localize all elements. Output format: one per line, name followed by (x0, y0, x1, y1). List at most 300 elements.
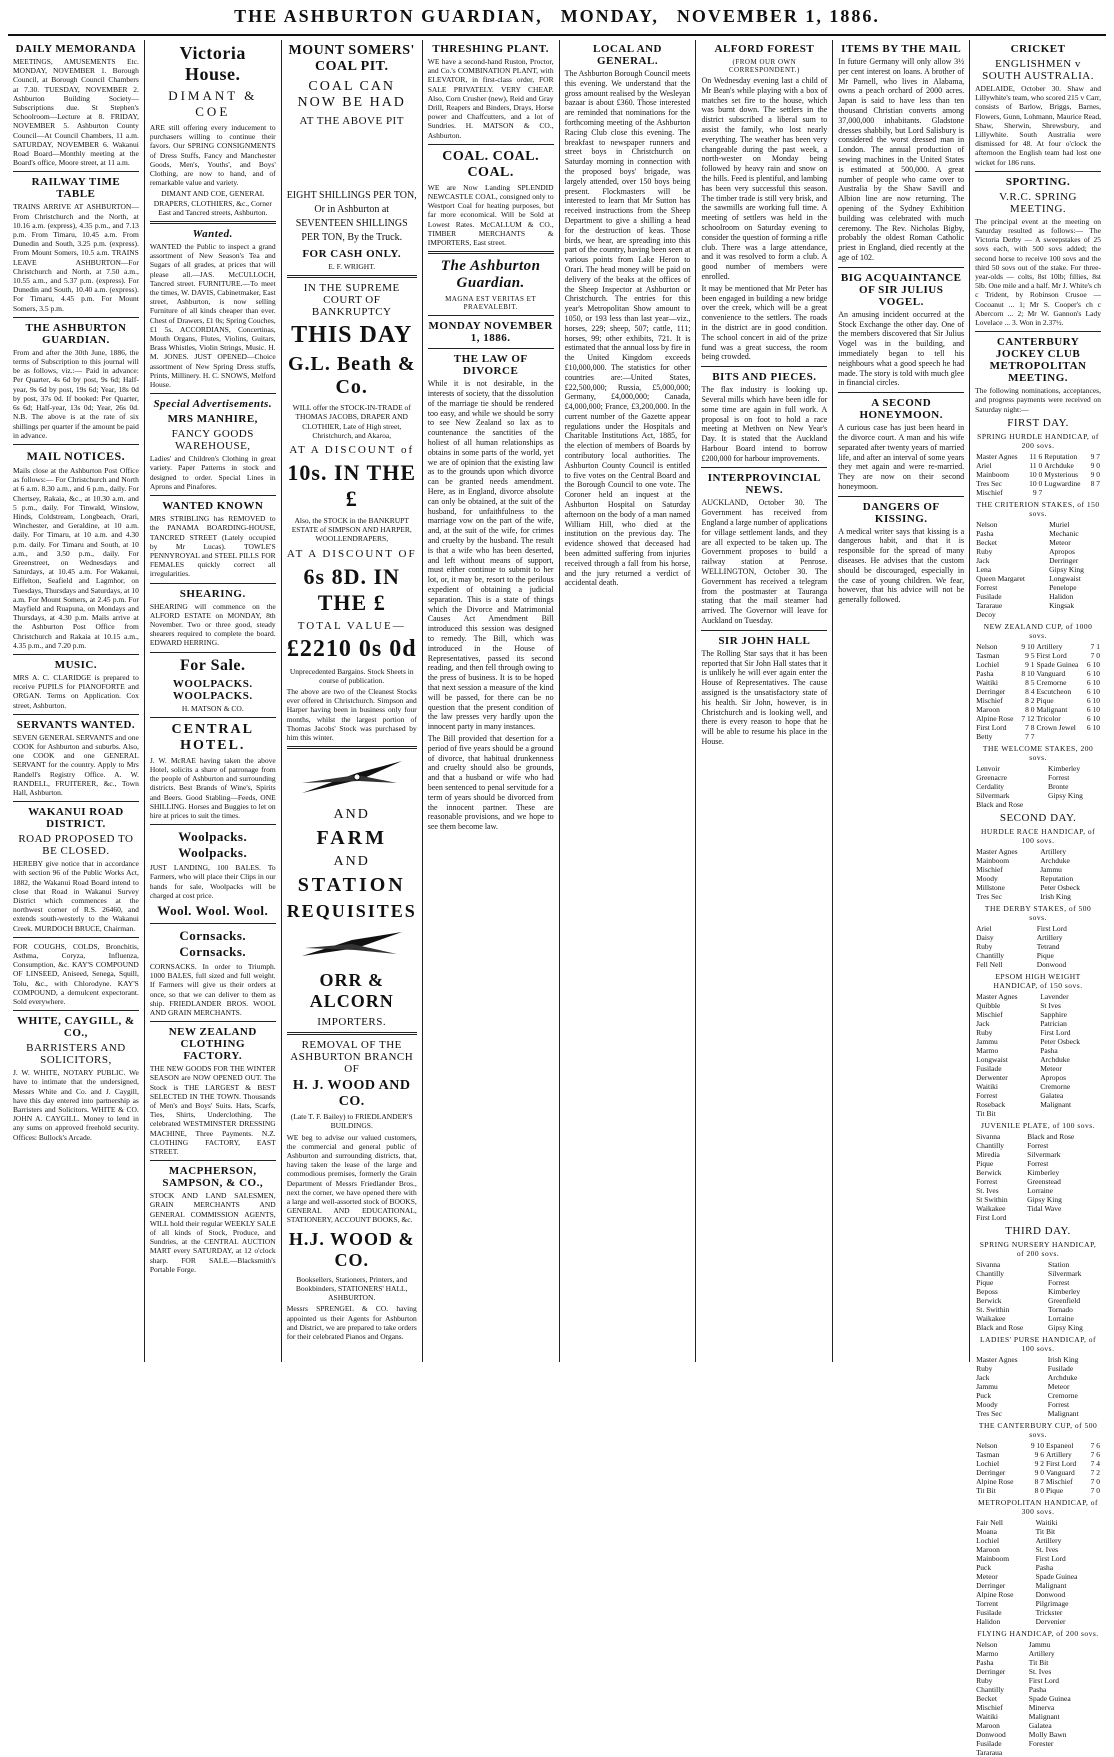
victoria-text: ARE still offering every inducement to purchasers willing to continue their favors. Our SPRING CONSIGNMENTS of Dress Stuffs, Fancy and Manchester Goods, Men's, Youths', and Boys' Clothing, are now to hand, and of remarkable value and variety. (149, 123, 276, 188)
horse-weight: 7 0 (1090, 1476, 1100, 1486)
race-entry-row (975, 1073, 1101, 1082)
column-6 (696, 40, 833, 1362)
race-entry-row (975, 1590, 1101, 1599)
horse-name: Kimberley (1048, 763, 1081, 773)
horse-name: Ruby (976, 941, 993, 951)
race-entry-row (975, 1001, 1101, 1010)
horse-name: Fusilade (976, 1738, 1002, 1748)
horse-name (1036, 732, 1085, 741)
nzcup-table (975, 642, 1101, 741)
requisites-label: REQUISITES (286, 901, 417, 922)
horse-name: Halidon (1049, 591, 1074, 601)
horse-name: First Lord (1035, 1553, 1066, 1563)
coal-heading: MOUNT SOMERS' COAL PIT. (288, 43, 415, 74)
lawyers-text: J. W. WHITE, NOTARY PUBLIC. We have to intimate that the undersigned, Messrs White and Co. and J. Caygill, have this day entered into partnership as Barristers and Solicitors. WHITE & CO. JOHN A. CAYGILL. Money to lend in any sums on approved freehold security. Offices: Bullock's Arcade. (13, 1068, 139, 1142)
column-8 (970, 40, 1106, 1757)
horse-name: Daisy (976, 932, 994, 942)
forsale-subheading: WOOLPACKS. WOOLPACKS. (172, 677, 253, 702)
horse-weight: 7 4 (1090, 1458, 1100, 1468)
race-entry-row (975, 1278, 1101, 1287)
horse-name: Greenstead (1027, 1176, 1061, 1186)
day3-heading: THIRD DAY. (1005, 1224, 1071, 1237)
race-entry-row (975, 678, 1101, 687)
known-text: MRS STRIBLING has REMOVED to the PANAMA BOARDING-HOUSE, TANCRED STREET (Lately occupied by Mr Lucas). TOWLE'S PENNYROYAL and STEEL PILLS FOR FEMALES quickly correct all irregularities. (149, 514, 276, 579)
horse-name: Malignant (1047, 1408, 1079, 1418)
race-entry-row (975, 1518, 1101, 1527)
horse-name: Chantilly (976, 1140, 1005, 1150)
horse-name: Lenvoir (976, 763, 1000, 773)
horse-name: Tetrand (1036, 941, 1060, 951)
race-entry-row (975, 1010, 1101, 1019)
horse-name: Fusilade (976, 591, 1002, 601)
alford-subheading: (FROM OUR OWN CORRESPONDENT.) (728, 58, 800, 74)
horse-name: Derwenter (976, 1072, 1008, 1082)
lawyers-subheading: BARRISTERS AND SOLICITORS, (26, 1042, 126, 1067)
horse-name: Chantilly (976, 1268, 1005, 1278)
horse-name: Malignant (1028, 1711, 1060, 1721)
race-entry-row (975, 1617, 1101, 1626)
horse-name: Mischief (976, 864, 1003, 874)
cricket-heading: CRICKET (1010, 43, 1066, 55)
horse-weight: 9 7 (1032, 487, 1043, 497)
race-entry-row (975, 1599, 1101, 1608)
horse-name (1048, 610, 1101, 619)
horse-name: Ruby (976, 1363, 993, 1373)
horse-name: Ruby (976, 546, 993, 556)
horse-name: Patrician (1040, 1018, 1067, 1028)
horse-name: Gipsy King (1027, 1194, 1062, 1204)
horse-name: Pique (1036, 695, 1054, 705)
coughs-text: FOR COUGHS, COLDS, Bronchitis, Asthma, Coryza, Influenza, Consumption, &c. KAY'S COMPOUND OF LINSEED, Aniseed, Senega, Squill, Tolu, &c., with Chlorodyne. KAY'S COMPOUND, a demulcent expectorant. Sold everywhere. (13, 941, 139, 1007)
race-entry-row (975, 488, 1101, 497)
shears-icon (297, 753, 407, 803)
horse-name: Jammu (976, 1381, 998, 1391)
forsale-signature: H. MATSON & CO. (181, 703, 244, 713)
hwood2-text: Messrs SPRENGEL & CO. having appointed us their Agents for Ashburton and District, we are prepared to take orders for their celebrated Pianos and Organs. (286, 1304, 417, 1341)
horse-name: Bronte (1048, 781, 1069, 791)
horse-weight: 9 1 (1025, 659, 1035, 669)
horse-name: Tasman (976, 1449, 1000, 1459)
horse-name: Tit Bit (976, 1108, 996, 1118)
race-entry-row (975, 1314, 1101, 1323)
horse-name: Decoy (976, 609, 996, 619)
horse-name: Puck (976, 1390, 992, 1400)
vogel-heading: BIG ACQUAINTANCE OF SIR JULIUS VOGEL. (840, 271, 962, 308)
guardian-terms-text: From and after the 30th June, 1886, the terms of Subscription to this journal will be as follows, viz.:— Paid in advance: Per Quarter, 4s 6d by post, 9s 6d; Half-year, 9s 6d by post, 19s 6d; Year, 18s 0d by post, 37s 0d. If booked: Per Quarter, 6s 6d; Half-year, 13s 0d; Year, 26s 0d. N.B. The above is at the rate of six shillings per quarter if the amount be paid in advance. (13, 347, 139, 440)
memo-heading: DAILY MEMORANDA (15, 43, 137, 55)
race-entry-row (975, 529, 1101, 538)
race-entry-row (975, 1441, 1101, 1450)
horse-weight: 7 12 (1021, 713, 1035, 723)
victoria-heading: Victoria House. (179, 43, 246, 84)
horse-name: Galatea (1040, 1090, 1064, 1100)
horse-name: Forrest (976, 1176, 998, 1186)
horse-name: Jack (976, 555, 990, 565)
horse-name: Lochiel (976, 1458, 1000, 1468)
cricket-text: ADELAIDE, October 30. Shaw and Lillywhite's team, who scored 215 v Carr, consists of Barlow, Briggs, Barnes, Flowers, Gunn, Lohmann, Maurice Read, Shaw, Sherwin, Shrewsbury, and Lillywhite. South Australia were dismissed for 48. At four o'clock the afternoon the English team had lost one wicket for 186 runs. (975, 84, 1101, 167)
wanted-text: WANTED the Public to inspect a grand assortment of New Season's Tea and Sugars of all grades, at prices that will please all.—JAS. McCULLOCH, Tancred street. FURNITURE.—To meet the times, W. DAVIS, Cabinetmaker, East street, Ashburton, is now selling Furniture of all kinds cheaper than ever. Chest of Drawers, £1 0s; Spring Couches, £1 5s. ACCORDIANS, Concertinas, Mouth Organs, Flutes, Violins, Guitars, Brass Whistles, Violin Strings, Music. H. M. JONES. JUST OPENED—Choice assortment of New Spring Dress stuffs, Prints, Millinery. H. C. SNOWS, Melford House. (149, 242, 276, 390)
race-entry-row (975, 1091, 1101, 1100)
cornsacks-text: CORNSACKS. In order to Triumph. 1000 BALES, full sized and full weight. If Farmers will give us their orders at once, so that we can deliver to them as ship. FRIEDLANDER BROS. WOOL AND GRAIN MERCHANTS. (149, 961, 276, 1017)
horse-name: First Lord (1036, 923, 1067, 933)
canterbury-table (975, 1441, 1101, 1495)
horse-name: Pique (976, 1277, 994, 1287)
horse-name: Mischief (1045, 1476, 1073, 1486)
horse-name: Nelson (976, 641, 998, 651)
threshing-heading: THRESHING PLANT. (432, 43, 549, 55)
horse-name: Forrest (1048, 1277, 1070, 1287)
horse-name: St Swithin (976, 1194, 1008, 1204)
horse-name: Lena (976, 564, 992, 574)
coal-price: EIGHT SHILLINGS PER TON, Or in Ashburton at SEVENTEEN SHILLINGS PER TON, By the Truck. (286, 190, 417, 243)
horse-weight: 9 10 (1030, 1440, 1044, 1450)
welcome-table (975, 764, 1101, 809)
leader-text: While it is not desirable, in the interests of society, that the dissolution of the marriage tie should be rendered too easy, and while we should be sorry to see New Zealand so lax as to countenance the sanctities of the holiest of all human relationships as obtains in some parts of the world, yet we are of opinion that the existing law as to the grounds upon which divorce can be granted needs amendment. Here, as in England, divorce absolute can only be obtained, at the suit of the husband, for unfaithfulness to the marriage vow on the part of the wife, and, at the suit of the wife, for crimes and cruelty by the husband. The result is that a wife who has been deserted, and left without means of support, must either continue to submit to her lot, or, it may be, resort to the perilous expedient of obtaining a judicial separation. This is a state of things which the Divorce and Matrimonial Causes Act Amendment Bill introduced this session was designed to remedy. The Bill, which was introduced in the House of Representatives, passed its second reading, and then fell through owing to the press of business. It is to be hoped that next session a measure of the kind will be passed, for there can be no question that the present condition of the law presses very hardly upon the innocent party in many instances. (427, 379, 554, 732)
horse-weight: 7 7 (1025, 731, 1035, 741)
spring-hurdle-table (975, 452, 1101, 497)
paper-motto: MAGNA EST VERITAS ET PRAEVALEBIT. (445, 295, 537, 312)
horse-name: Derringer (976, 686, 1006, 696)
canterbury-heading: THE CANTERBURY CUP, of 500 sovs. (978, 1420, 1098, 1439)
horse-name: Forrest (1027, 1158, 1049, 1168)
horse-weight: 8 7 (1034, 1476, 1044, 1486)
central-heading: CENTRAL HOTEL. (171, 721, 254, 753)
race-entry-row (975, 1667, 1101, 1676)
horse-name: Penelope (1049, 582, 1077, 592)
vrc-text: The principal event at the meeting on Saturday resulted as follows:— The Victoria Derby — A sweepstakes of 25 sovs each, with 500 sovs added; the second horse to receive 100 sovs and the third 50 sovs out of the stake. For three-year-olds — colts, 8st 10lb; fillies, 8st 5lb. One mile and a half. Mr J. White's ch c Trident, by Robinson Crusoe — Cocoanut ... 1; Mr S. Cooper's ch c Abercorn ... 2; Mr W. Gannon's Lady Lovelace ... 3. Won in 2.37½. (975, 216, 1101, 328)
race-entry-row (975, 1186, 1101, 1195)
horse-name: Cerdality (976, 781, 1005, 791)
known-heading: WANTED KNOWN (162, 500, 264, 513)
race-entry-row (975, 1536, 1101, 1545)
race-entry-row (975, 1055, 1101, 1064)
guardian-terms-heading: THE ASHBURTON GUARDIAN. (25, 321, 127, 346)
horse-name: Mischief (976, 695, 1003, 705)
horse-name: Waitiki (976, 1081, 999, 1091)
issue-date: NOVEMBER 1, 1886. (676, 6, 880, 26)
horse-name: Donwood (1036, 959, 1067, 969)
horse-name: Tricolor (1036, 713, 1061, 723)
coal-subheading-2: AT THE ABOVE PIT (299, 115, 404, 127)
horse-name: Tres Sec (976, 478, 1002, 488)
cricket-subheading: ENGLISHMEN v SOUTH AUSTRALIA. (982, 58, 1094, 82)
horse-name: Reputation (1040, 873, 1074, 883)
horse-name: Waikakee (976, 1313, 1006, 1323)
horse-name: Tit Bit (1035, 1526, 1056, 1536)
horse-name: Greenfield (1048, 1295, 1081, 1305)
horse-weight: 6 10 (1086, 668, 1100, 678)
weekday: MONDAY, (560, 6, 659, 26)
horse-name: First Lord (976, 1212, 1007, 1222)
race-entry-row (975, 547, 1101, 556)
ladies-table (975, 1355, 1101, 1418)
race-entry-row (975, 1712, 1101, 1721)
race-entry-row (975, 1409, 1101, 1418)
coal-signature: E. F. WRIGHT. (328, 262, 376, 271)
race-entry-row (975, 574, 1101, 583)
race-entry-row (975, 1477, 1101, 1486)
horse-name: Archduke (1047, 1372, 1078, 1382)
horse-name: Pasha (976, 1657, 994, 1667)
race-entry-row (975, 1141, 1101, 1150)
victoria-subheading: DIMANT & COE (168, 88, 258, 119)
horse-name: Irish King (1040, 891, 1071, 901)
race-entry-row (975, 1450, 1101, 1459)
importers-label: IMPORTERS. (317, 1016, 387, 1029)
horse-name: St. Swithin (976, 1304, 1010, 1314)
horse-name: Chantilly (976, 950, 1005, 960)
race-entry-row (975, 1748, 1101, 1757)
horse-name: Alpine Rose (976, 1589, 1014, 1599)
horse-weight: 6 10 (1086, 713, 1100, 723)
sporting-heading: SPORTING. (1005, 175, 1071, 188)
horse-name: Mechanic (1049, 528, 1079, 538)
race-entry-row (975, 610, 1101, 619)
local-text: The Ashburton Borough Council meets this evening. We understand that the gross amount realised by the Wesleyan bazaar is about £360. Those interested are reminded that nominations for the forthcoming meeting of the Ashburton Racing Club close this evening. The breakfast to newspaper runners and street boys in Christchurch on Saturday morning in connection with the proposed boys' brigade, was largely attended, over 150 boys being present. Flockmasters will be interested to learn that Mr Sutton has received instructions from the Sheep Department to give a shilling a head for the destruction of keas. Those birds, we hear, are spreading into this part of the country, having been seen at various points from Lake Heron to Orari. The head money will be paid on delivery of the beaks at the offices of the Sheep Inspector at Ashburton or Christchurch. The entries for this year's Metropolitan Show amount to 1050, or 193 less than last year—viz., horses, 229; sheep, 507; cattle, 111; horses, 99; other exhibits, 721. It is estimated that the annual loss by fire in the United Kingdom exceeds £10,000,000. The statistics for other countries are:—United States, £22,500,000; Russia, £5,000,000; Germany, £4,000,000; Canada, £4,000,000; France, £3,200,000. In the current number of the Gazette appear regulations under the Hospitals and Charitable Institutions Act, 1885, for the election of members of Boards by contributory local authorities. The Ashburton County Council is entitled to five votes on the Central Board and the Borough Council to one vote. The Coroner held an inquest at the Ashburton Hospital on Saturday afternoon on the body of a man named William Hill, who died at the institution on the previous day. The evidence showed that deceased had been admitted suffering from injuries received through a fall from his horse, and the jury returned a verdict of accidental death. (564, 69, 691, 588)
horse-name (1026, 1213, 1101, 1222)
race-entry-row (975, 1649, 1101, 1658)
horse-name: Queen Margaret (976, 573, 1025, 583)
memo-text: MEETINGS, AMUSEMENTS Etc. MONDAY, NOVEMBER 1. Borough Council, at Borough Council Chambers at 7.30. TUESDAY, NOVEMBER 2. Ashburton Building Society—Subscriptions due. St Stephen's Schoolroom—Lecture at 8. FRIDAY, NOVEMBER 5. Ashburton County Council—At Council Chambers, 11 a.m. SATURDAY, NOVEMBER 6. Wakanui Road Board—Monthly meeting at the Board's office, Moore street, at 11 a.m. (13, 57, 139, 168)
horse-name: Spade Guinea (1028, 1693, 1071, 1703)
derby-heading: THE DERBY STAKES, of 500 sovs. (984, 903, 1092, 922)
race-entry-row (975, 1305, 1101, 1314)
horse-name: Malignant (1040, 1099, 1072, 1109)
horse-weight: 7 8 (1025, 722, 1035, 732)
horse-name: Miredia (976, 1149, 1000, 1159)
column-7 (833, 40, 970, 1362)
horse-weight: 9 10 (1021, 641, 1035, 651)
horse-name: Artillery (1040, 846, 1067, 856)
horse-name: Meteor (1047, 1381, 1070, 1391)
horse-name: Derringer (976, 1666, 1006, 1676)
race-entry-row (975, 951, 1101, 960)
race-entry-row (975, 1046, 1101, 1055)
race-entry-row (975, 1527, 1101, 1536)
horse-name: Pasha (976, 668, 994, 678)
hwood2-heading: H.J. WOOD & CO. (288, 1228, 415, 1270)
horse-name: Waikakee (976, 1203, 1006, 1213)
horse-name: Ariel (976, 460, 992, 470)
horse-name: St. Ives (1035, 1544, 1059, 1554)
horse-name: Mainboom (976, 855, 1010, 865)
nzcf-text: THE NEW GOODS FOR THE WINTER SEASON are NOW OPENED OUT. The Stock is THE LARGEST & BEST SELECTED IN THE TOWN. Thousands of Men's and Boys' Suits. Hats, Scarfs, Ties, Shirts, Underclothing. The celebrated WESTMINSTER DRESSING MACHINE, Three Payments. N.Z. CLOTHING FACTORY, EAST STREET. (149, 1064, 276, 1157)
hurdle2-heading: HURDLE RACE HANDICAP, of 100 sovs. (981, 826, 1096, 845)
horse-name: Sivanna (976, 1131, 1001, 1141)
removal-heading: REMOVAL OF THE ASHBURTON BRANCH OF (290, 1039, 414, 1076)
horse-name: Nelson (976, 519, 998, 529)
horse-name: Station (1048, 1259, 1070, 1269)
horse-name: Vanguard (1045, 1467, 1075, 1477)
servants-text: SEVEN GENERAL SERVANTS and one COOK for Ashburton and suburbs. Also, one COOK and one GENERAL SERVANT for the country. Apply to Mrs Randell's Registry Office. A. W. RANDELL, FRUITERER, &c., Town Hall, Ashburton. (13, 732, 139, 797)
horse-name: Maroon (976, 704, 1000, 714)
horse-name: Jammu (976, 1036, 998, 1046)
metro-table (975, 1518, 1101, 1626)
race-entry-row (975, 942, 1101, 951)
horse-name: Halidon (976, 1616, 1001, 1626)
special-heading: Special Advertisements. (153, 398, 273, 411)
leader-text-2: The Bill provided that desertion for a period of five years should be a ground of divorce, that habitual drunkenness and cruelty should also be grounds, and that a husband or wife who had been sentenced to penal servitude for a term of years should be divorced from the innocent partner. These are reasonable provisions, and we hope to see them become law. (427, 733, 554, 832)
race-entry-row (975, 1703, 1101, 1712)
horse-name: Pique (1036, 950, 1054, 960)
horse-weight: 6 10 (1086, 722, 1100, 732)
vrc-heading: V.R.C. SPRING MEETING. (999, 190, 1077, 215)
total-value: £2210 0s 0d (286, 635, 417, 662)
horse-name: Apropos (1040, 1072, 1067, 1082)
farm-label: FARM (316, 827, 387, 850)
horse-name: Spade Guinea (1035, 1571, 1078, 1581)
race-entry-row (975, 1269, 1101, 1278)
horse-name: Millstone (976, 882, 1005, 892)
race-entry-row (975, 1658, 1101, 1667)
horse-name: Longwaist (976, 1054, 1008, 1064)
horse-name: Artillery (1035, 1535, 1062, 1545)
horse-name: Mainboom (976, 1553, 1010, 1563)
horse-name: Puck (976, 1562, 992, 1572)
railway-text: TRAINS ARRIVE AT ASHBURTON—From Christchurch and the North, at 10.16 a.m. (express), 4.35 p.m., and 7.13 p.m. From Timaru, 10.45 a.m. From Dunedin and South, 3.25 p.m. (express). From Mount Somers, 10.5 a.m. TRAINS LEAVE ASHBURTON—For Christchurch and North, at 7.50 a.m., 10.55 a.m., and 5.37 p.m. (express). For Dunedin and South, 10.40 a.m. (express). For Timaru, 4.45 p.m. For Mount Somers, 3.5 p.m. (13, 202, 139, 313)
race-entry-row (975, 660, 1101, 669)
race-entry-row (975, 1100, 1101, 1109)
flying-heading: FLYING HANDICAP, of 200 sovs. (977, 1628, 1099, 1638)
horse-weight: 11 0 (1029, 460, 1043, 470)
horse-name: Reputation (1044, 451, 1078, 461)
race-entry-row (975, 1168, 1101, 1177)
horse-name: Gipsy King (1048, 1322, 1083, 1332)
race-entry-row (975, 1323, 1101, 1332)
horse-name: Torrent (976, 1598, 999, 1608)
horse-name: Waitiki (976, 1711, 999, 1721)
horse-weight (1084, 732, 1101, 741)
race-entry-row (975, 1082, 1101, 1091)
horse-name: Greenacre (976, 772, 1007, 782)
horse-name: St. Ives (976, 1185, 999, 1195)
horse-name: Lochiel (976, 659, 1000, 669)
alford-heading: ALFORD FOREST (714, 43, 815, 55)
race-entry-row (975, 687, 1101, 696)
horse-name: Marmo (976, 1648, 999, 1658)
horse-name: Derringer (976, 1580, 1006, 1590)
race-entry-row (975, 1382, 1101, 1391)
horse-name: Tararaua (976, 1747, 1003, 1757)
horse-name: Peter Osbeck (1040, 1036, 1081, 1046)
horse-name: Quibble (976, 1000, 1001, 1010)
horse-weight: 9 5 (1025, 650, 1035, 660)
horse-name: Moody (976, 1399, 998, 1409)
race-entry-row (975, 865, 1101, 874)
horse-name: Tidal Wave (1027, 1203, 1062, 1213)
horse-name: Lochiel (976, 1535, 1000, 1545)
horse-name: Master Agnes (976, 451, 1018, 461)
race-entry-row (975, 1037, 1101, 1046)
race-entry-row (975, 565, 1101, 574)
horse-name: Escutcheon (1036, 686, 1072, 696)
coal-subheading: COAL CAN NOW BE HAD (297, 79, 406, 110)
will-offer-text: WILL offer the STOCK-IN-TRADE of THOMAS JACOBS, DRAPER AND CLOTHIER, Late of High street, Christchurch, and Akaroa, (292, 403, 411, 440)
horse-name: Master Agnes (976, 846, 1018, 856)
race-entry-row (975, 642, 1101, 651)
discount-label: AT A DISCOUNT of (289, 444, 415, 457)
race-entry-row (975, 669, 1101, 678)
race-entry-row (975, 651, 1101, 660)
race-entry-row (975, 1640, 1101, 1649)
wakanui-subheading: ROAD PROPOSED TO BE CLOSED. (18, 833, 134, 858)
nzcf-heading: NEW ZEALAND CLOTHING FACTORY. (168, 1026, 257, 1063)
horse-name: Fusilade (1047, 1363, 1074, 1373)
hwood2-subheading: Booksellers, Stationers, Printers, and Bookbinders, STATIONERS' HALL, ASHBURTON. (295, 1274, 408, 1303)
horse-name: Lavender (1040, 991, 1069, 1001)
horse-name: Moana (976, 1526, 997, 1536)
horse-name: Tasman (976, 650, 1000, 660)
horse-name: Crown Jewel (1036, 722, 1076, 732)
horse-name: Tararaue (976, 600, 1003, 610)
hwood-subheading: (Late T. F. Bailey) to FRIEDLANDER'S BUILDINGS. (290, 1112, 413, 1131)
horse-weight: 7 6 (1090, 1449, 1100, 1459)
horse-name: Mysterious (1044, 469, 1078, 479)
horse-name: Muriel (1049, 519, 1070, 529)
horse-name: Silvermark (976, 790, 1010, 800)
hwood-text: WE beg to advise our valued customers, the commercial and general public of Ashburton and surrounding districts, that, having taken the lease of the large and commodious premises, formerly the Grain Department of Messrs Friedlander Bros., next the corner, we have opened there with a large and well-assorted stock of BOOKS, GENERAL AND EDUCATIONAL, STATIONERY, ACCOUNT BOOKS, &c. (286, 1132, 417, 1225)
horse-name: Forrest (976, 1090, 998, 1100)
horse-name: Donwood (976, 1729, 1006, 1739)
horse-name: Pique (976, 1158, 994, 1168)
this-day-heading: THIS DAY (291, 322, 413, 349)
horse-name: Maroon (976, 1720, 1000, 1730)
spring-hurdle-heading: SPRING HURDLE HANDICAP, of 200 sovs. (977, 431, 1099, 450)
mail-text: Mails close at the Ashburton Post Office as follows:— For Christchurch and North at 6 a.m. 8.30 a.m., and 6 p.m., daily. For Chertsey, Rakaia, &c., at 10.30 a.m. and 5 p.m., daily. For Tinwald, Winslow, Hinds, Coldstream, Longbeach, Orari, Winchester, and Geraldine, at 10 a.m. daily. For Timaru, at 10 a.m. and 4.30 p.m. daily. For Timaru and South, at 10 a.m., and 3.50 p.m., daily. For Greenstreet, on Wednesdays and Saturdays, at 10.45 a.m. For Wakanui, Eiffelton, Seafield and Lagmhor, on Tuesdays, Thursdays and Saturdays, at 10 a.m. For Mount Somers, at 2.45 p.m. For Mayfield and Ruapuna, on Mondays and Thursdays, at 4.30 p.m. Mails arrive at the Ashburton Post Office from Christchurch and Rakaia at 10.15 a.m., 4.35 p.m., and 7.20 p.m. (13, 465, 139, 650)
orr-alcorn: ORR & ALCORN (309, 970, 394, 1012)
horse-name: Waitiki (1035, 1517, 1058, 1527)
race-entry-row (975, 723, 1101, 732)
horse-name: Fusilade (976, 1063, 1002, 1073)
column-4 (423, 40, 560, 1362)
horse-weight: 10 0 (1029, 469, 1043, 479)
horse-name: Sivanna (976, 1259, 1001, 1269)
horse-name: Black and Rose (976, 1322, 1024, 1332)
horse-name: Forrest (1048, 772, 1070, 782)
forsale-heading: For Sale. (180, 656, 246, 674)
victoria-signature: DIMANT AND COE, GENERAL DRAPERS, CLOTHIERS, &c., Corner East and Tancred streets, Ashburton. (153, 189, 272, 217)
horse-name: First Lord (1040, 1027, 1071, 1037)
coal2-text: WE are Now Landing SPLENDID NEWCASTLE COAL, consigned only to Westport Coal for heating purposes, but far more economical. Will be Sold at Lowest Rates. McCALLUM & CO., TIMBER MERCHANTS & IMPORTERS, East street. (427, 182, 554, 248)
race-entry-row (975, 583, 1101, 592)
local-heading: LOCAL AND GENERAL. (593, 43, 663, 67)
horse-name: Silvermark (1048, 1268, 1082, 1278)
leader-date: MONDAY NOVEMBER 1, 1886. (428, 320, 553, 345)
horse-name: Mischief (976, 1009, 1003, 1019)
metro-heading: METROPOLITAN HANDICAP, of 300 sovs. (978, 1497, 1099, 1516)
manhire-heading: MRS MANHIRE, (167, 413, 258, 426)
horse-name: Lugwardine (1044, 478, 1081, 488)
race-entry-row (975, 992, 1101, 1001)
court-heading: IN THE SUPREME COURT OF BANKRUPTCY (303, 282, 400, 319)
race-entry-row (975, 452, 1101, 461)
race-entry-row (975, 1109, 1101, 1118)
horse-name: First Lord (976, 722, 1007, 732)
column-5 (560, 40, 697, 1362)
race-entry-row (975, 883, 1101, 892)
horse-name: Forrest (1027, 1140, 1049, 1150)
horse-name: First Lord (1045, 1458, 1077, 1468)
nursery-table (975, 1260, 1101, 1332)
horse-name: Jammu (1028, 1639, 1051, 1649)
day2-heading: SECOND DAY. (999, 811, 1077, 824)
race-entry-row (975, 1739, 1101, 1748)
horse-name: St. Ives (1028, 1666, 1052, 1676)
nursery-heading: SPRING NURSERY HANDICAP, of 200 sovs. (979, 1239, 1097, 1258)
and-label: AND (333, 807, 370, 823)
horse-name: Derringer (976, 1467, 1006, 1477)
horse-name: Kimberley (1048, 1286, 1081, 1296)
